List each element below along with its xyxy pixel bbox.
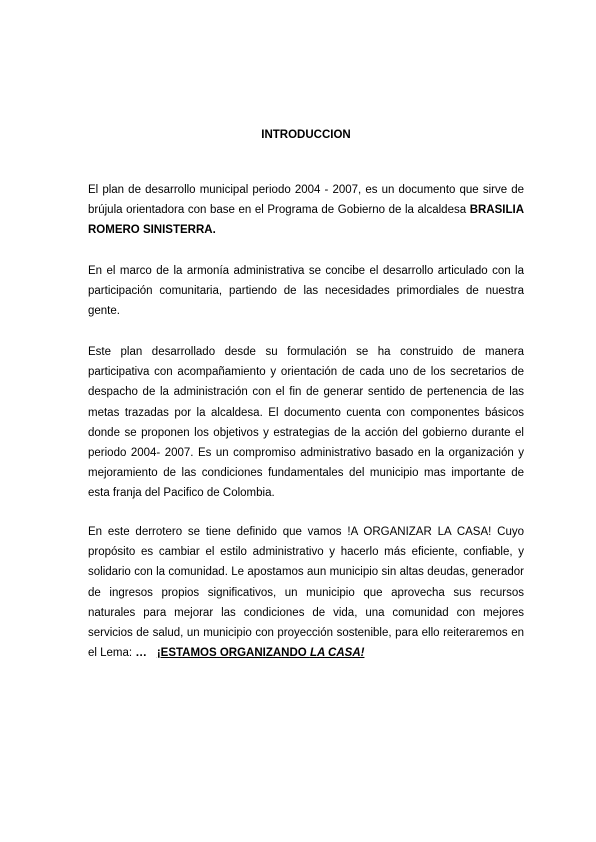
paragraph-1-text: El plan de desarrollo municipal periodo 2004 - 2007, es un documento que sirve de brújula orientadora con base en el Programa de Gobierno de la alcaldesa [88, 184, 524, 217]
paragraph-4-text: En este derrotero se tiene definido que vamos !A ORGANIZAR LA CASA! Cuyo propósito es cambiar el estilo administrativo y hacerlo más eficiente, confiable, y solidario con la comunidad. Le apostamos aun municipio sin altas deudas, generador de ingresos propios significativos, un municipio que aprovecha sus recursos naturales para mejorar las condiciones de vida, una comunidad con mejores servicios de salud, un municipio con proyección sostenible, para ello reiteraremos en el Lema: [88, 526, 524, 660]
paragraph-3 [88, 342, 524, 504]
paragraph-4 [88, 522, 524, 663]
paragraph-2-text: En el marco de la armonía administrativa se concibe el desarrollo articulado con la participación comunitaria, partiendo de las necesidades primordiales de nuestra gente. [88, 265, 524, 318]
paragraph-2 [88, 261, 524, 322]
paragraph-1 [88, 180, 524, 241]
ellipsis: … [135, 647, 147, 660]
motto-main: ¡ESTAMOS ORGANIZANDO [156, 647, 310, 660]
motto [157, 647, 365, 659]
mayor-name: BRASILIA ROMERO SINISTERRA. [88, 204, 524, 237]
document-title: INTRODUCCION [261, 129, 351, 141]
motto-italic: LA CASA! [309, 647, 365, 660]
paragraph-3-text: Este plan desarrollado desde su formulación se ha construido de manera participativa con acompañamiento y orientación de cada uno de los secretarios de despacho de la administración con el fin de generar sentido de pertenencia de las metas trazadas por la alcaldesa. El documento cuenta con componentes básicos donde se proponen los objetivos y estrategias de la acción del gobierno durante el periodo 2004- 2007. Es un compromiso administrativo basado en la organización y mejoramiento de las condiciones fundamentales del municipio mas importante de esta franja del Pacifico de Colombia. [88, 346, 524, 500]
